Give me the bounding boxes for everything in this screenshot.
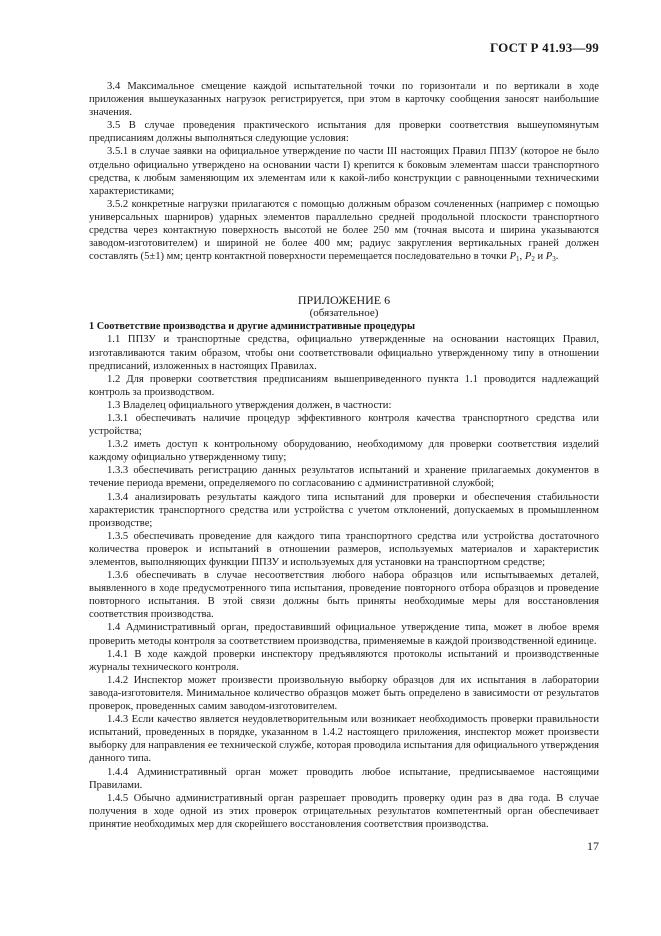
period: . bbox=[555, 251, 559, 263]
paragraph-3-5-2 bbox=[89, 198, 599, 263]
paragraph-1-4-2: 1.4.2 Инспектор может произвести произвольную выборку образцов для их испытания в лаборатории завода-изготовителя. Минимальное количество образцов может быть определено в зависимости от результатов проверок, проведенных самим заводом-изготовителем. bbox=[89, 674, 599, 713]
paragraph-1-4-5: 1.4.5 Обычно административный орган разрешает проводить проверку один раз в два года. В случае получения в ходе одной из этих проверок отрицательных результатов компетентный орган обеспечивает принятие необходимых мер для скорейшего восстановления соответствия производства. bbox=[89, 792, 599, 830]
paragraph-1-4: 1.4 Административный орган, предоставивший официальное утверждение типа, может в любое время проверить методы контроля за соответствием производства, применяемые в каждой производственной единице. bbox=[89, 622, 599, 647]
paragraph-3-5-2-text: 3.5.2 конкретные нагрузки прилагаются с помощью должным образом сочлененных (например с помощью универсальных шарниров) ударных элементов параллельно средней продольной плоскости транспортного средства через контактную поверхность высотой не более 250 мм (точная высота и ширина указываются заводом-изготовителем) и шириной не более 400 мм; радиус закругления вертикальных граней должен составлять (5±1) мм; центр контактной поверхности перемещается последовательно в точки bbox=[89, 198, 599, 263]
paragraph-3-5-1: 3.5.1 в случае заявки на официальное утверждение по части III настоящих Правил ППЗУ (которое не было отдельно официально утверждено на основании части I) крепится к боковым элементам шасси транспортного средства, к любым заменяющим их элементам или к какой-либо конструкции с равноценными техническими характеристиками; bbox=[89, 146, 599, 197]
paragraph-1-1: 1.1 ППЗУ и транспортные средства, официально утвержденные на основании настоящих Правил, изготавливаются таким образом, чтобы они соответствовали официально утвержденному типу в отношении предписаний, изложенных в настоящих Правилах. bbox=[89, 334, 599, 372]
appendix-heading bbox=[89, 293, 599, 320]
paragraph-1-3-4: 1.3.4 анализировать результаты каждого типа испытаний для проверки и обеспечения стабильности характеристик транспортного средства или устройства с учетом отклонений, допускаемых в промышленном производстве; bbox=[89, 491, 599, 529]
paragraph-1-3-1: 1.3.1 обеспечивать наличие процедур эффективного контроля качества транспортного средства или устройства; bbox=[89, 412, 599, 438]
section-heading: 1 Соответствие производства и другие административные процедуры bbox=[89, 321, 416, 333]
page-body bbox=[89, 80, 599, 831]
point-p1-index: 1 bbox=[516, 255, 520, 264]
point-p2: P bbox=[524, 251, 532, 263]
paragraph-1-3-5: 1.3.5 обеспечивать проведение для каждого типа транспортного средства или устройства достаточного количества проверок и испытаний в отношении размеров, используемых материалов и характеристик элементов, выполняющих функции ППЗУ и используемых для установки на транспортном средстве; bbox=[89, 530, 599, 568]
page-number: 17 bbox=[587, 839, 599, 853]
paragraph-1-2: 1.2 Для проверки соответствия предписаниям вышеприведенного пункта 1.1 проводится надлежащий контроль за производством. bbox=[89, 373, 599, 398]
paragraph-1-3-3: 1.3.3 обеспечивать регистрацию данных результатов испытаний и хранение прилагаемых документов в течение периода времени, определяемого по согласованию с административной службой; bbox=[89, 465, 599, 490]
point-p3: P bbox=[545, 251, 553, 263]
appendix-subtitle: (обязательное) bbox=[309, 307, 379, 320]
separator: и bbox=[534, 251, 546, 263]
point-p3-index: 3 bbox=[552, 255, 556, 264]
appendix-title: ПРИЛОЖЕНИЕ 6 bbox=[297, 293, 391, 308]
separator: , bbox=[519, 251, 525, 263]
point-p2-index: 2 bbox=[531, 255, 535, 264]
paragraph-1-3: 1.3 Владелец официального утверждения должен, в частности: bbox=[107, 399, 392, 411]
paragraph-1-4-4: 1.4.4 Административный орган может проводить любое испытание, предписываемое настоящими Правилами. bbox=[89, 766, 599, 791]
paragraph-1-4-3: 1.4.3 Если качество является неудовлетворительным или возникает необходимость проверки правильности испытаний, проведенных в порядке, указанном в 1.4.2 настоящего приложения, инспектор может произвести выборку для направления ее технической службе, которая проводила испытания для официального утверждения данного типа. bbox=[89, 714, 599, 765]
paragraph-1-3-2: 1.3.2 иметь доступ к контрольному оборудованию, необходимому для проверки соответствия изделий каждому официально утвержденному типу; bbox=[89, 439, 599, 464]
document-code-header: ГОСТ Р 41.93—99 bbox=[490, 40, 599, 55]
point-p1: P bbox=[509, 251, 517, 263]
paragraph-3-4: 3.4 Максимальное смещение каждой испытательной точки по горизонтали и по вертикали в ходе приложения вышеуказанных нагрузок регистрируется, при этом в карточку сообщения заносят наибольшие значения. bbox=[89, 81, 599, 119]
paragraph-1-3-6: 1.3.6 обеспечивать в случае несоответствия любого набора образцов или испытываемых деталей, выявленного в ходе предусмотренного типа испытания, проведение повторного отбора образцов и проведение повторного испытания. В этой связи должны быть приняты необходимые меры для восстановления соответствия производства. bbox=[89, 570, 599, 621]
paragraph-3-5: 3.5 В случае проведения практического испытания для проверки соответствия вышеупомянутым предписаниям должны выполняться следующие условия: bbox=[89, 120, 599, 145]
paragraph-1-4-1: 1.4.1 В ходе каждой проверки инспектору предъявляются протоколы испытаний и производственные журналы технического контроля. bbox=[89, 648, 599, 673]
